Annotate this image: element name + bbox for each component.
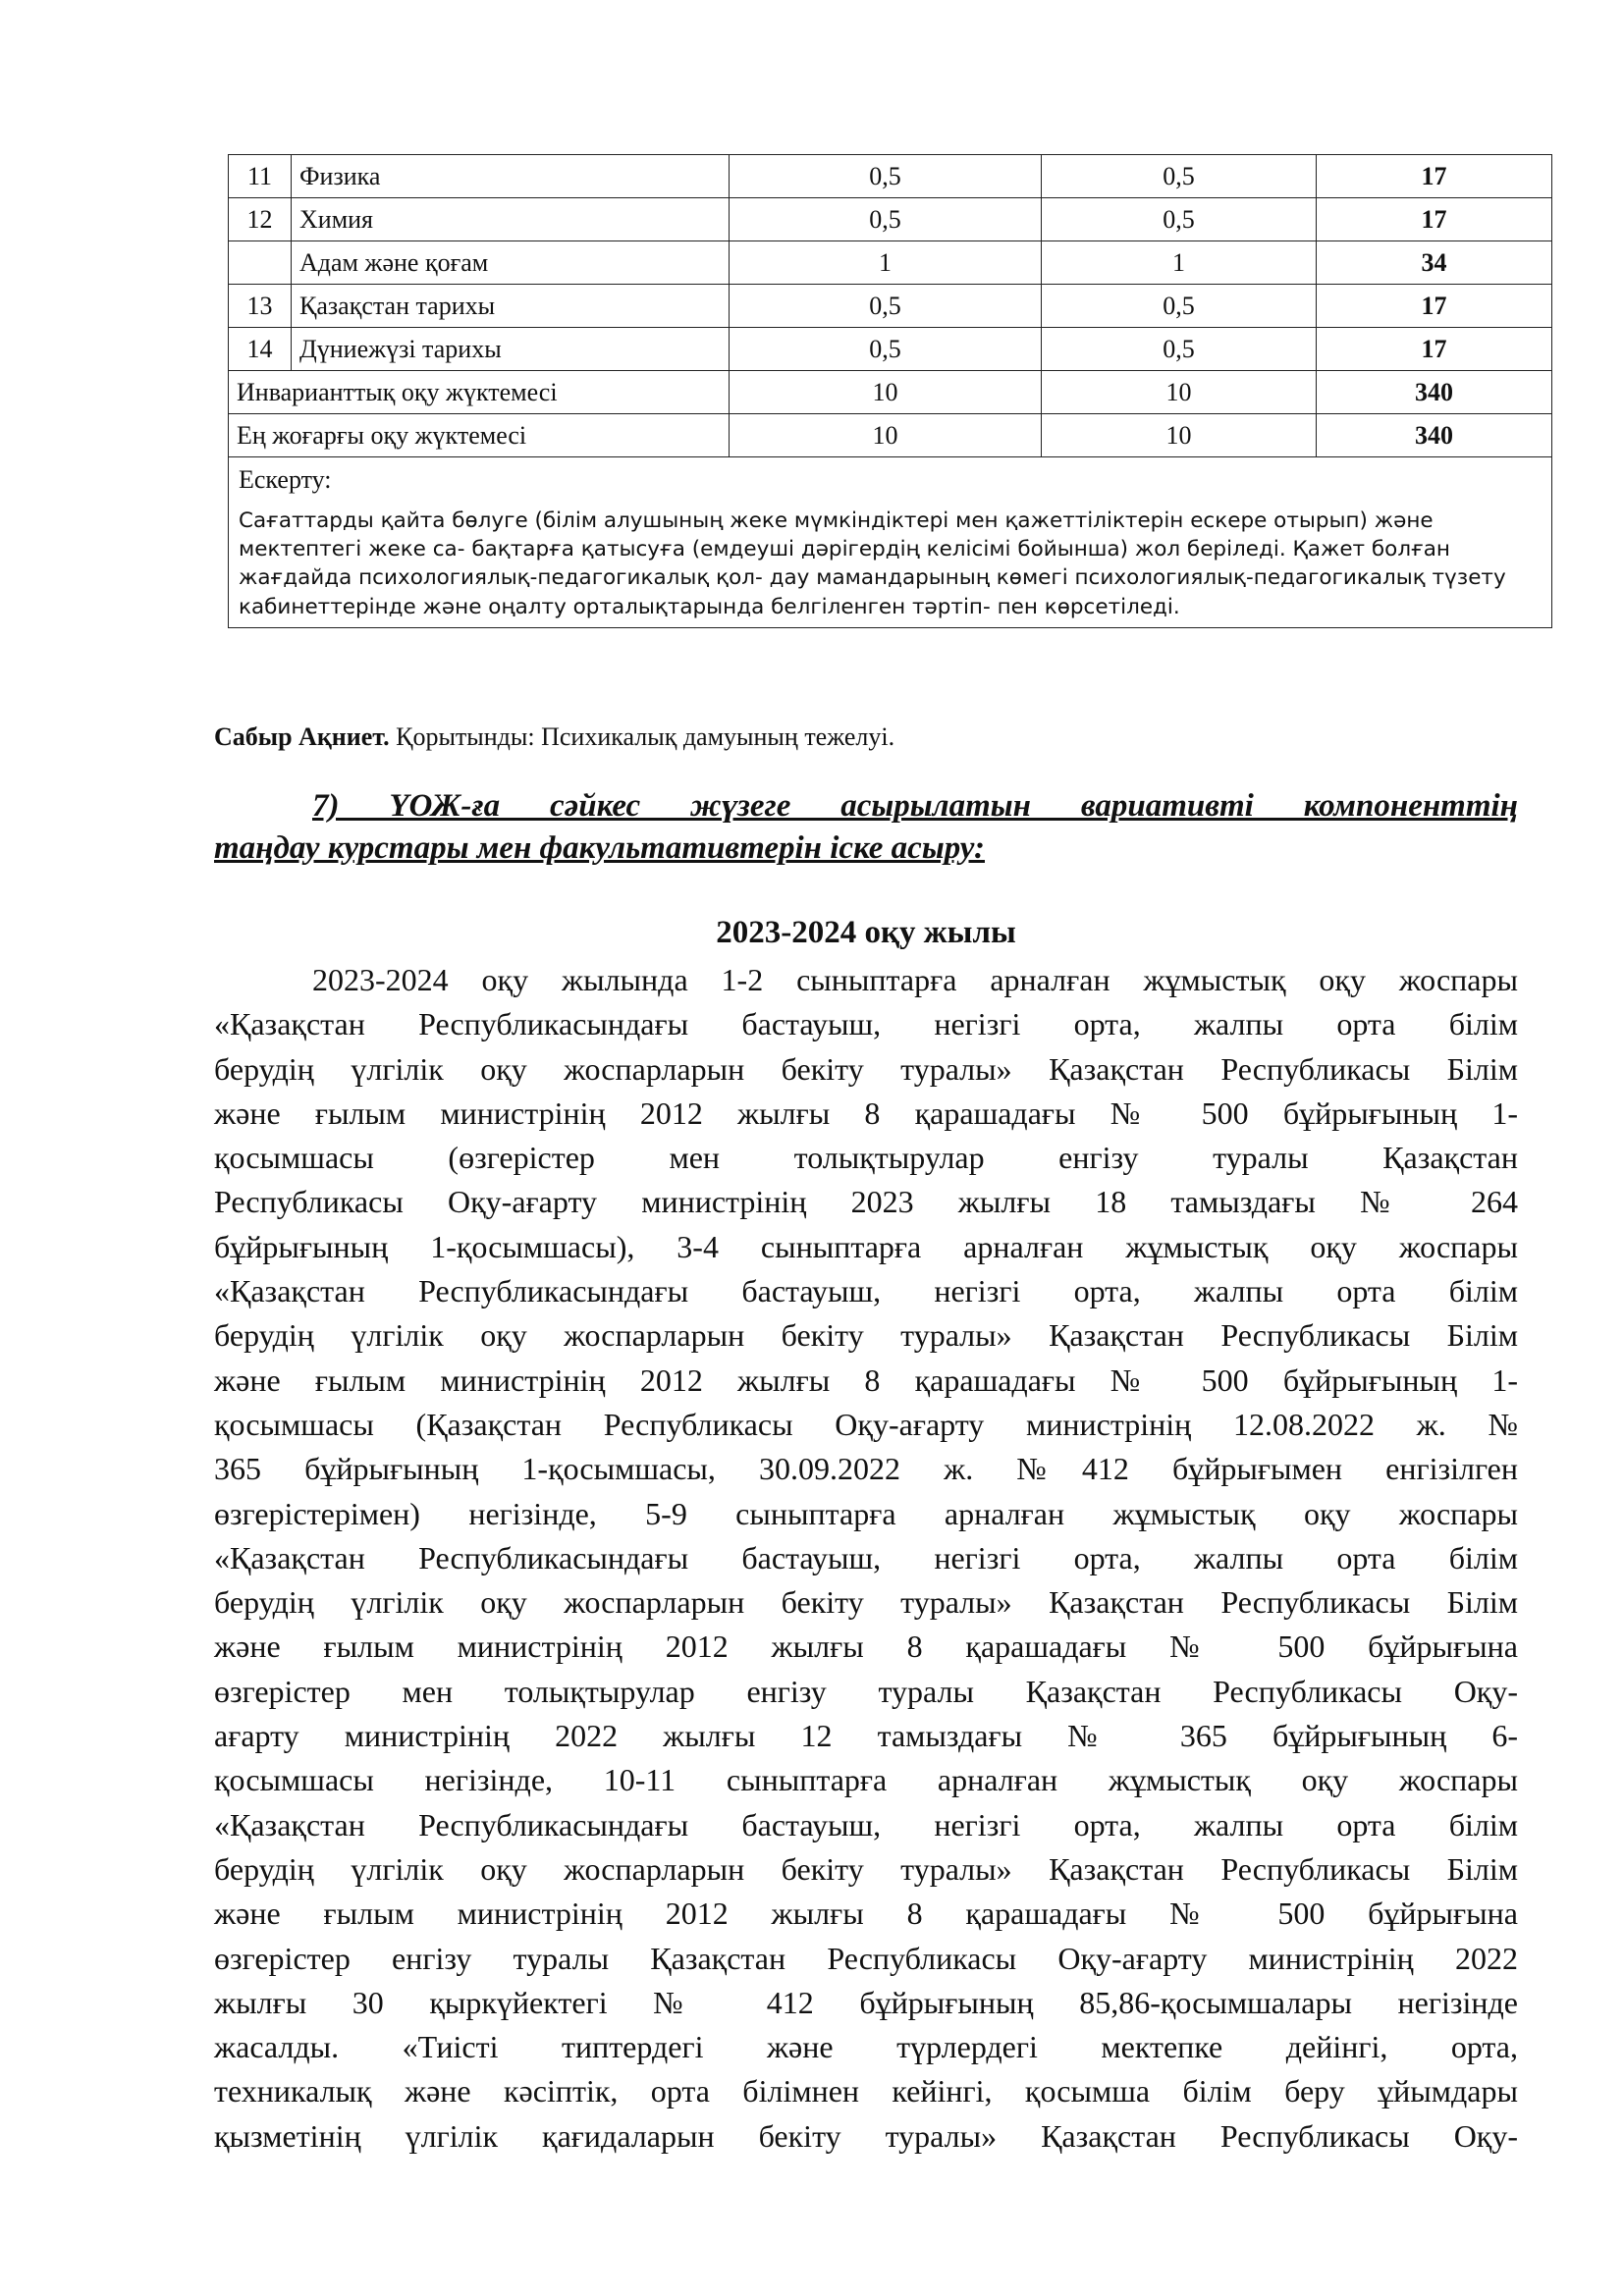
body-paragraph (214, 958, 1518, 2159)
row-number: 14 (229, 328, 292, 371)
paragraph-line: «Қазақстан Республикасындағы бастауыш, негізгі орта, жалпы орта білім (214, 1806, 1518, 1842)
table-row (229, 285, 1552, 328)
subject-name: Химия (292, 198, 730, 241)
paragraph-line: «Қазақстан Республикасындағы бастауыш, негізгі орта, жалпы орта білім (214, 1539, 1518, 1575)
hours-col1: 0,5 (730, 285, 1042, 328)
curriculum-table (228, 154, 1552, 628)
conclusion-line (214, 722, 894, 752)
paragraph-line: өзгерістер енгізу туралы Қазақстан Республикасы Оқу-ағарту министрінің 2022 (214, 1940, 1518, 1976)
hours-total: 340 (1317, 371, 1552, 414)
paragraph-line: қызметінің үлгілік қағидаларын бекіту туралы» Қазақстан Республикасы Оқу- (214, 2117, 1518, 2154)
paragraph-line: берудің үлгілік оқу жоспарларын бекіту туралы» Қазақстан Республикасы Білім (214, 1584, 1518, 1621)
note-row (229, 457, 1552, 628)
paragraph-line: қосымшасы негізінде, 10-11 сыныптарға арналған жұмыстық оқу жоспары (214, 1762, 1518, 1798)
paragraph-line: жасалды. «Тиісті типтердегі және түрлердегі мектепке дейінгі, орта, (214, 2029, 1518, 2065)
hours-total: 17 (1317, 328, 1552, 371)
section-heading-line: 7) ҮОЖ-ға сәйкес жүзеге асырылатын вариативті компоненттің (312, 788, 1518, 824)
hours-col1: 0,5 (730, 155, 1042, 198)
paragraph-line: берудің үлгілік оқу жоспарларын бекіту туралы» Қазақстан Республикасы Білім (214, 1850, 1518, 1887)
hours-col2: 0,5 (1042, 198, 1317, 241)
table-row (229, 198, 1552, 241)
hours-total: 17 (1317, 155, 1552, 198)
subject-name: Дүниежүзі тарихы (292, 328, 730, 371)
note-text: Сағаттарды қайта бөлуге (білім алушының жеке мүмкіндіктері мен қажеттіліктерін ескере отырып) және мектептегі жеке са- бақтарға қатысуға (емдеуші дәрігердің келісімі бойынша) жол беріледі. Қажет болған жағдайда психологиялық-педагогикалық қол- дау мамандарының көмегі психологиялық-педагогикалық түзету кабинеттерінде және оңалту орталықтарында белгіленген тәртіп- пен көрсетіледі. (239, 507, 1506, 619)
paragraph-line: жылғы 30 қыркүйектегі № 412 бұйрығының 85,86-қосымшалары негізінде (214, 1984, 1518, 2020)
paragraph-line: «Қазақстан Республикасындағы бастауыш, негізгі орта, жалпы орта білім (214, 1006, 1518, 1042)
subject-name: Адам және қоғам (292, 241, 730, 285)
paragraph-line: «Қазақстан Республикасындағы бастауыш, негізгі орта, жалпы орта білім (214, 1273, 1518, 1309)
hours-col1: 0,5 (730, 328, 1042, 371)
paragraph-line: қосымшасы (өзгерістер мен толықтырулар енгізу туралы Қазақстан (214, 1140, 1518, 1176)
conclusion-text: Қорытынды: Психикалық дамуының тежелуі. (389, 722, 895, 751)
hours-col2: 0,5 (1042, 285, 1317, 328)
paragraph-line: 2023-2024 оқу жылында 1-2 сыныптарға арналған жұмыстық оқу жоспары (312, 962, 1518, 997)
summary-row (229, 371, 1552, 414)
hours-col2: 0,5 (1042, 155, 1317, 198)
paragraph-line: берудің үлгілік оқу жоспарларын бекіту туралы» Қазақстан Республикасы Білім (214, 1050, 1518, 1087)
hours-total: 17 (1317, 198, 1552, 241)
paragraph-line: және ғылым министрінің 2012 жылғы 8 қарашадағы № 500 бұйрығына (214, 1896, 1518, 1932)
subject-name: Физика (292, 155, 730, 198)
row-number: 13 (229, 285, 292, 328)
hours-col2: 10 (1042, 414, 1317, 457)
table-row (229, 328, 1552, 371)
paragraph-line: 365 бұйрығының 1-қосымшасы, 30.09.2022 ж. №412 бұйрығымен енгізілген (214, 1451, 1518, 1487)
summary-label: Инварианттық оқу жүктемесі (229, 371, 730, 414)
table-row (229, 241, 1552, 285)
paragraph-line: ағарту министрінің 2022 жылғы 12 тамыздағы № 365 бұйрығының 6- (214, 1718, 1518, 1754)
year-title: 2023-2024 оқу жылы (716, 915, 1016, 950)
paragraph-line: қосымшасы (Қазақстан Республикасы Оқу-ағарту министрінің 12.08.2022 ж. № (214, 1406, 1518, 1442)
paragraph-line: Республикасы Оқу-ағарту министрінің 2023 жылғы 18 тамыздағы № 264 (214, 1184, 1518, 1220)
hours-total: 340 (1317, 414, 1552, 457)
section-heading (214, 785, 1518, 870)
hours-col1: 1 (730, 241, 1042, 285)
paragraph-line: және ғылым министрінің 2012 жылғы 8 қарашадағы № 500 бұйрығының 1- (214, 1095, 1518, 1131)
paragraph-line: өзгерістер мен толықтырулар енгізу туралы Қазақстан Республикасы Оқу- (214, 1673, 1518, 1709)
note-title: Ескерту: (239, 465, 332, 494)
row-number: 12 (229, 198, 292, 241)
hours-total: 34 (1317, 241, 1552, 285)
hours-col2: 10 (1042, 371, 1317, 414)
hours-col1: 0,5 (730, 198, 1042, 241)
summary-row (229, 414, 1552, 457)
row-number: 11 (229, 155, 292, 198)
hours-col2: 0,5 (1042, 328, 1317, 371)
paragraph-line: берудің үлгілік оқу жоспарларын бекіту туралы» Қазақстан Республикасы Білім (214, 1317, 1518, 1354)
row-number (229, 241, 292, 285)
hours-col1: 10 (730, 414, 1042, 457)
table-row (229, 155, 1552, 198)
summary-label: Ең жоғарғы оқу жүктемесі (229, 414, 730, 457)
hours-total: 17 (1317, 285, 1552, 328)
section-heading-line: таңдау курстары мен факультативтерін іске асыру: (214, 829, 985, 866)
paragraph-line: техникалық және кәсіптік, орта білімнен кейінгі, қосымша білім беру ұйымдары (214, 2073, 1518, 2109)
paragraph-line: және ғылым министрінің 2012 жылғы 8 қарашадағы № 500 бұйрығының 1- (214, 1362, 1518, 1398)
paragraph-line: және ғылым министрінің 2012 жылғы 8 қарашадағы № 500 бұйрығына (214, 1629, 1518, 1665)
subject-name: Қазақстан тарихы (292, 285, 730, 328)
student-name: Сабыр Ақниет. (214, 722, 390, 751)
paragraph-line: бұйрығының 1-қосымшасы), 3-4 сыныптарға арналған жұмыстық оқу жоспары (214, 1228, 1518, 1264)
note-cell (229, 457, 1552, 628)
hours-col2: 1 (1042, 241, 1317, 285)
paragraph-line: өзгерістерімен) негізінде, 5-9 сыныптарға арналған жұмыстық оқу жоспары (214, 1495, 1518, 1531)
hours-col1: 10 (730, 371, 1042, 414)
